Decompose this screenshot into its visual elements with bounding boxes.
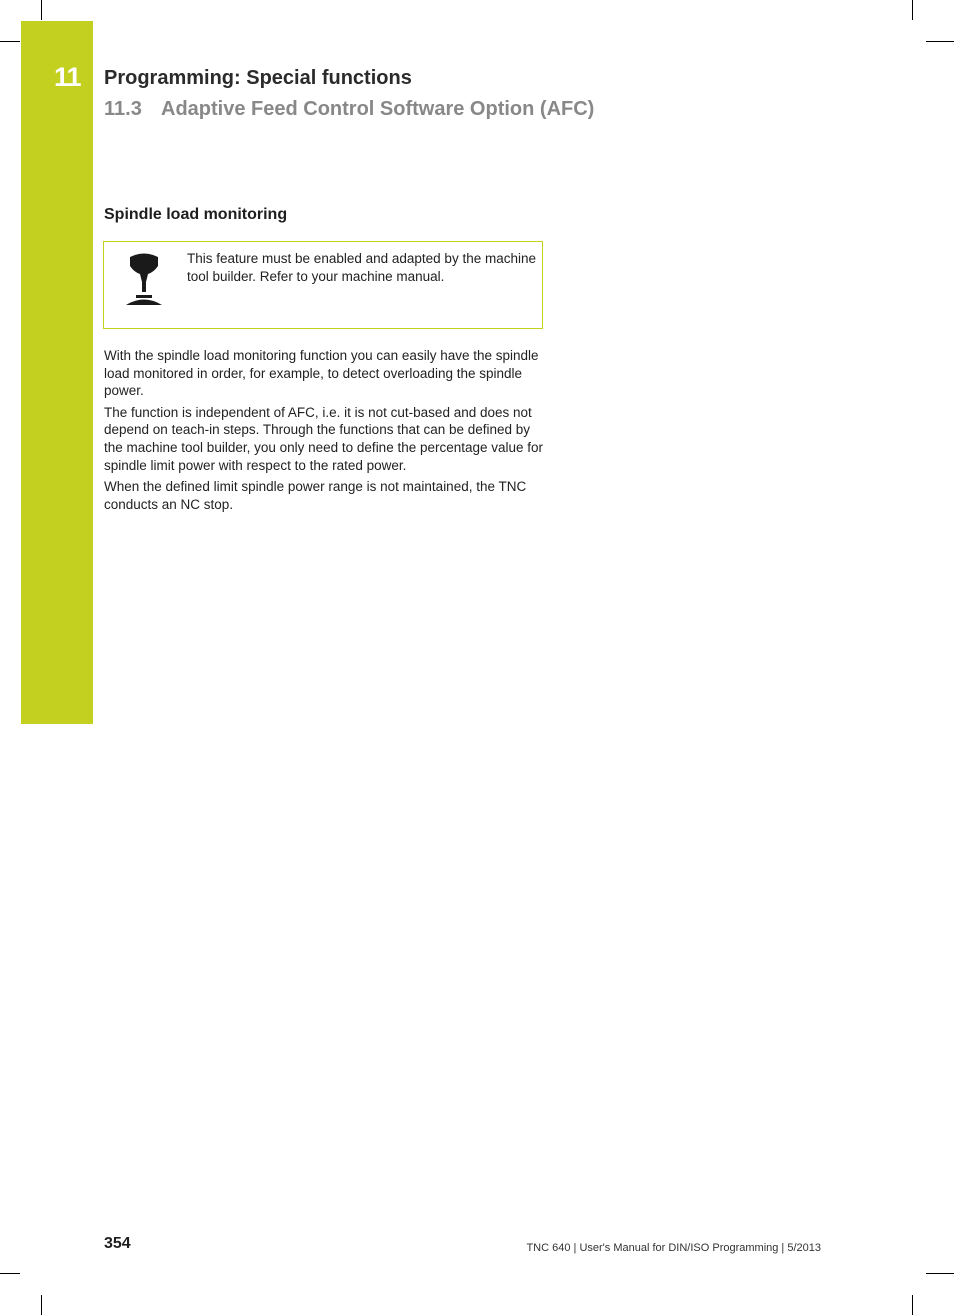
chapter-tab	[21, 21, 93, 724]
body-text	[104, 347, 544, 517]
note-icon-cell	[104, 242, 186, 328]
crop-mark	[926, 1273, 954, 1274]
paragraph: When the defined limit spindle power range is not maintained, the TNC conducts an NC stop.	[104, 479, 527, 512]
note-box	[103, 241, 543, 329]
crop-mark	[41, 0, 42, 20]
section-title-text: Adaptive Feed Control Software Option (AFC)	[161, 98, 595, 120]
footer-text: TNC 640 | User's Manual for DIN/ISO Programming | 5/2013	[526, 1242, 821, 1254]
paragraph: The function is independent of AFC, i.e. it is not cut-based and does not depend on teach-in steps. Through the functions that can be defined by the machine tool builder, you only need to define the percentage value for spindle limit power with respect to the rated power.	[104, 404, 544, 473]
chapter-number: 11	[54, 62, 81, 92]
page-number: 354	[104, 1235, 131, 1252]
chapter-title: Programming: Special functions	[104, 67, 412, 89]
crop-mark	[0, 1273, 20, 1274]
paragraph: With the spindle load monitoring function you can easily have the spindle load monitored in order, for example, to detect overloading the spindle power.	[104, 348, 539, 399]
crop-mark	[912, 0, 913, 20]
machine-manual-icon	[124, 252, 164, 306]
crop-mark	[0, 41, 20, 42]
section-number: 11.3	[104, 98, 142, 120]
subsection-heading: Spindle load monitoring	[104, 206, 288, 223]
section-title	[104, 98, 594, 121]
crop-mark	[41, 1295, 42, 1315]
crop-mark	[912, 1295, 913, 1315]
crop-mark	[926, 41, 954, 42]
note-text: This feature must be enabled and adapted by the machine tool builder. Refer to your machine manual.	[187, 251, 536, 284]
